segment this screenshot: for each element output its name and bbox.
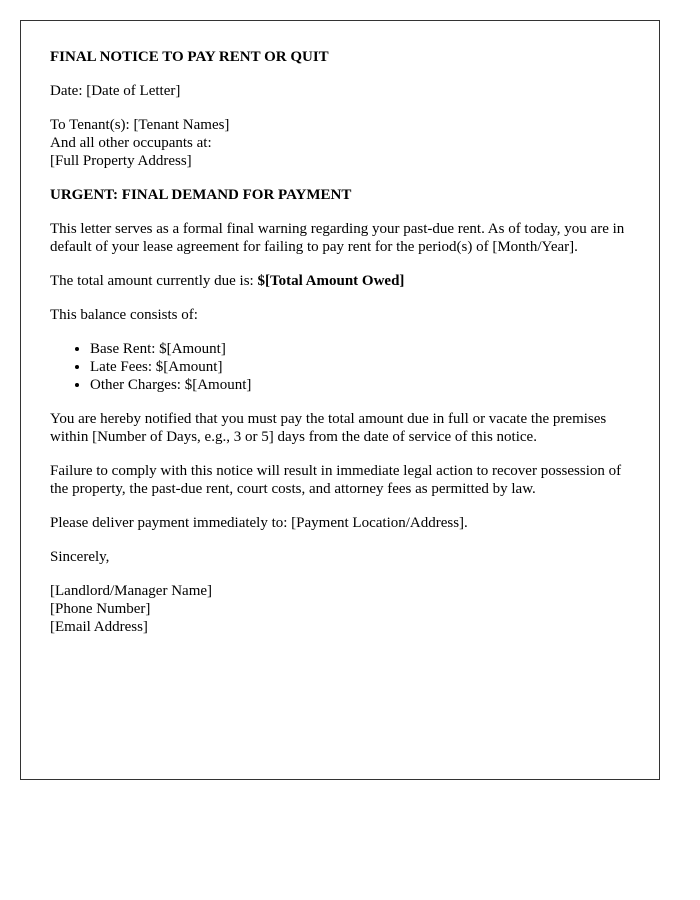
total-due-label: The total amount currently due is: (50, 273, 258, 289)
signature-phone: [Phone Number] (50, 601, 151, 617)
closing: Sincerely, (50, 549, 110, 565)
urgent-subheading: URGENT: FINAL DEMAND FOR PAYMENT (50, 187, 352, 203)
legal-action-paragraph: Failure to comply with this notice will result in immediate legal action to recover possession of the property, the past-due rent, court costs, and attorney fees as permitted by law. (50, 463, 622, 497)
letter-page (20, 20, 660, 780)
signature-name: [Landlord/Manager Name] (50, 583, 213, 599)
total-due-line (50, 272, 630, 290)
recipient-block (50, 116, 630, 170)
payment-instructions: Please deliver payment immediately to: [Payment Location/Address]. (50, 515, 468, 531)
date-line: Date: [Date of Letter] (50, 83, 181, 99)
balance-list (50, 340, 630, 394)
property-address-line: [Full Property Address] (50, 153, 192, 169)
signature-email: [Email Address] (50, 619, 148, 635)
total-due-value: $[Total Amount Owed] (257, 273, 405, 289)
occupants-line: And all other occupants at: (50, 135, 212, 151)
pay-or-quit-paragraph: You are hereby notified that you must pay the total amount due in full or vacate the premises within [Number of Days, e.g., 3 or 5] days from the date of service of this notice. (50, 411, 607, 445)
default-paragraph: This letter serves as a formal final warning regarding your past-due rent. As of today, you are in default of your lease agreement for failing to pay rent for the period(s) of [Month/Year]. (50, 221, 625, 255)
balance-item-base-rent: • Base Rent: $[Amount] (90, 340, 630, 358)
tenant-line: To Tenant(s): [Tenant Names] (50, 117, 230, 133)
signature-block (50, 582, 630, 636)
balance-intro: This balance consists of: (50, 307, 198, 323)
letter-title: FINAL NOTICE TO PAY RENT OR QUIT (50, 49, 329, 65)
balance-item-late-fees: • Late Fees: $[Amount] (90, 358, 630, 376)
balance-item-other-charges: • Other Charges: $[Amount] (90, 376, 630, 394)
